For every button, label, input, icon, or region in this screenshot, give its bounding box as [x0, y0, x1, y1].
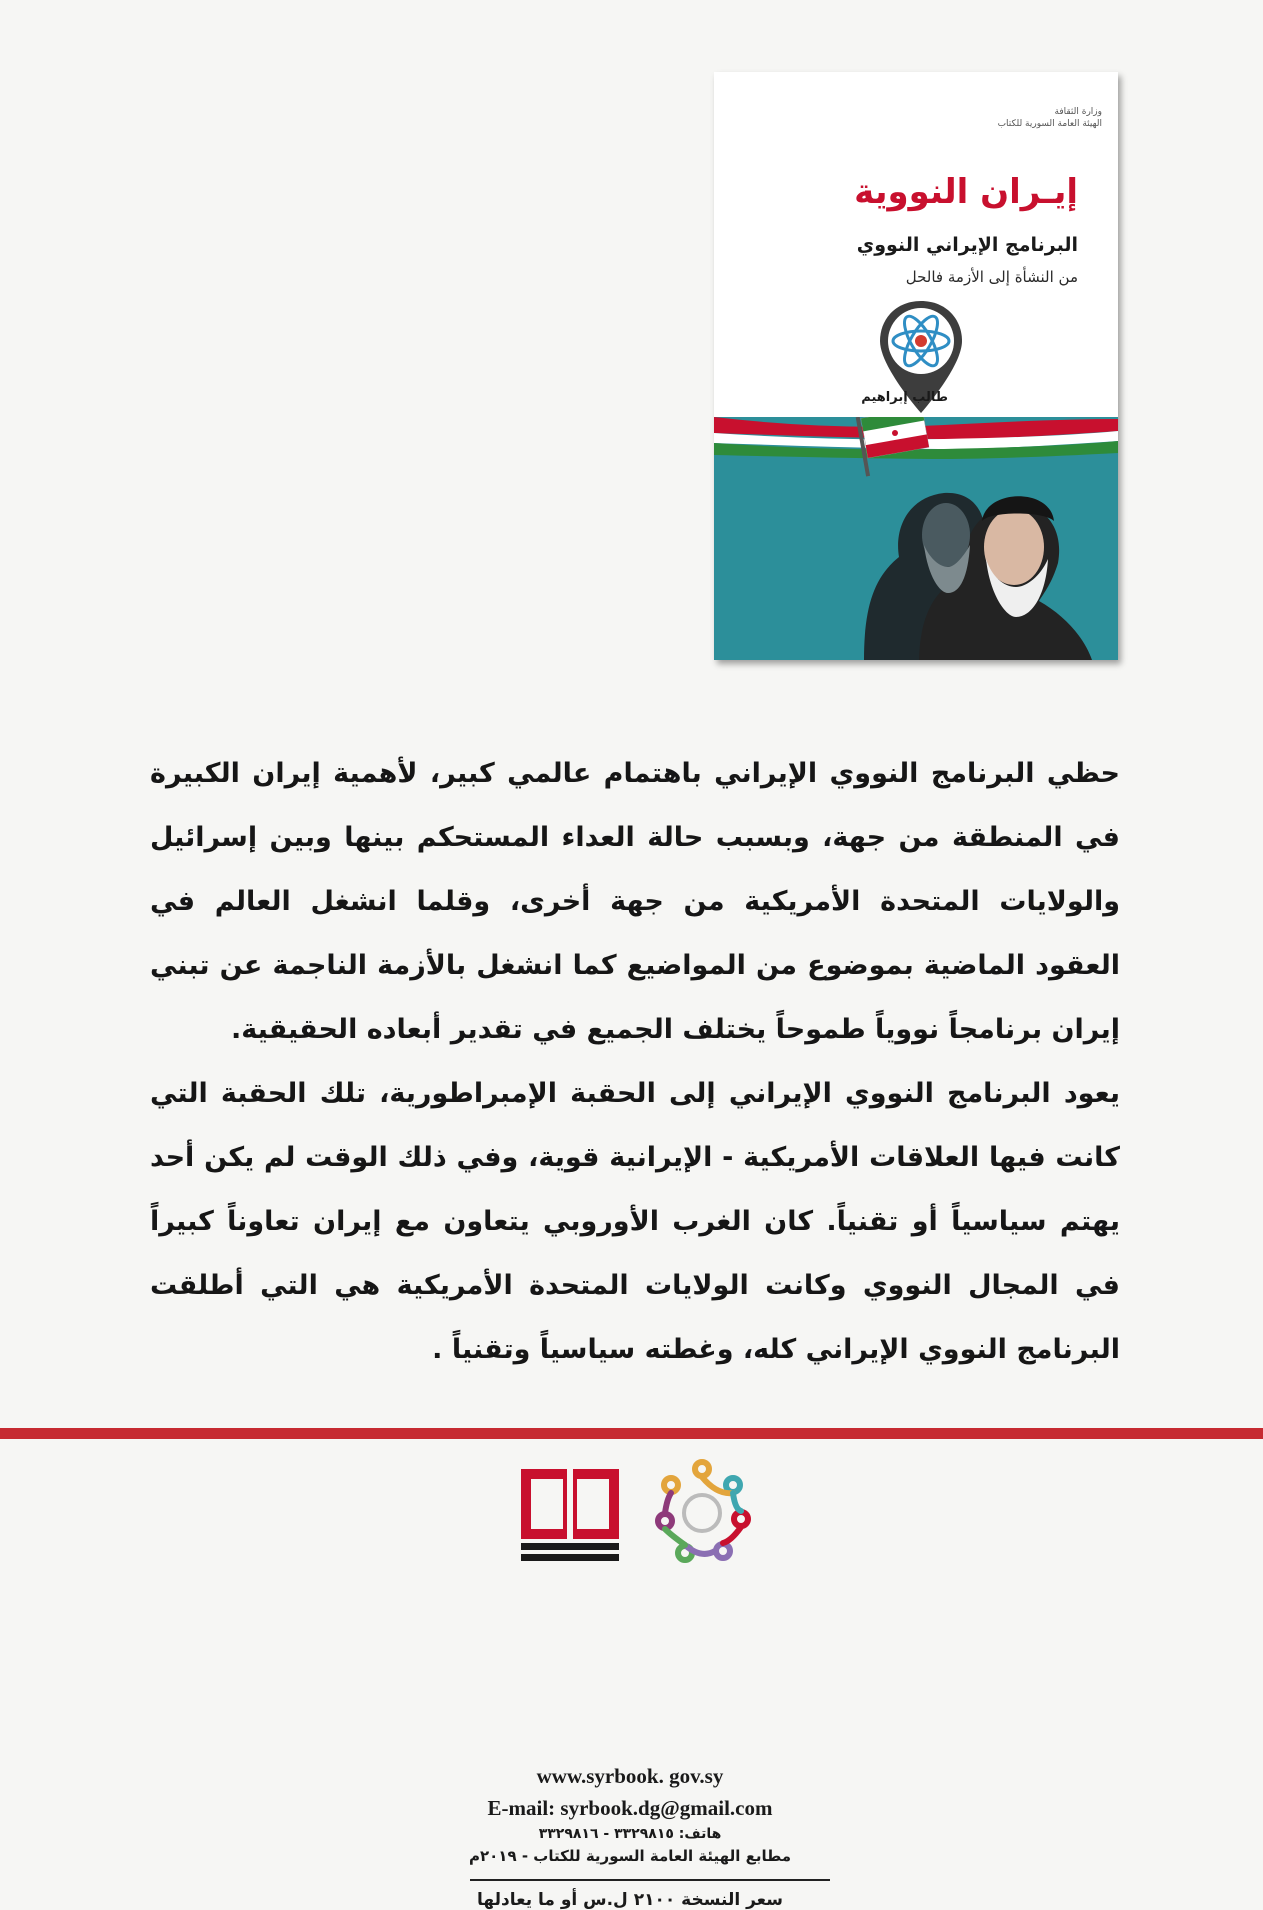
- cover-title: إيـران النووية: [854, 172, 1078, 212]
- phone-numbers: هاتف: ٣٣٢٩٨١٥ - ٣٣٢٩٨١٦: [538, 1826, 722, 1842]
- cover-tagline: من النشأة إلى الأزمة فالحل: [905, 268, 1078, 286]
- printer-credit: مطابع الهيئة العامة السورية للكتاب - ٢٠١٩م: [469, 1847, 791, 1865]
- blurb-paragraph-1: حظي البرنامج النووي الإيراني باهتمام عالمي كبير، لأهمية إيران الكبيرة في المنطقة من جهة، وبسبب حالة العداء المستحكم بينها وبين إسرائيل والولايات المتحدة الأمريكية من جهة أخرى، وقلما انشغل العالم في العقود الماضية بموضوع من المواضيع كما انشغل بالأزمة الناجمة عن تبني إيران برنامجاً نووياً طموحاً يختلف الجميع في تقدير أبعاده الحقيقية.: [150, 758, 1120, 1045]
- cover-author: طالب إبراهيم: [861, 390, 948, 405]
- back-cover-blurb: [150, 742, 1120, 1382]
- red-divider: [0, 1428, 1263, 1439]
- culture-circle-logo-icon: [645, 1455, 760, 1573]
- open-book-logo-icon: [515, 1463, 625, 1568]
- copy-price: سعر النسخة ٢١٠٠ ل.س أو ما يعادلها: [477, 1890, 783, 1910]
- cover-photo-illustration: [714, 417, 1118, 660]
- price-divider: [470, 1879, 830, 1881]
- blurb-paragraph-2: يعود البرنامج النووي الإيراني إلى الحقبة الإمبراطورية، تلك الحقبة التي كانت فيها العلاقات الأمريكية - الإيرانية قوية، وفي ذلك الوقت لم يكن أحد يهتم سياسياً أو تقنياً. كان الغرب الأوروبي يتعاون مع إيران تعاوناً كبيراً في المجال النووي وكانت الولايات المتحدة الأمريكية هي التي أطلقت البرنامج النووي الإيراني كله، وغطته سياسياً وتقنياً .: [150, 1078, 1120, 1365]
- email-address[interactable]: E-mail: syrbook.dg@gmail.com: [487, 1796, 773, 1820]
- book-cover-thumbnail: [714, 72, 1118, 660]
- website-url[interactable]: www.syrbook. gov.sy: [536, 1764, 724, 1788]
- cover-publisher: وزارة الثقافة الهيئة العامة السورية للكتاب: [997, 107, 1102, 129]
- cover-subtitle: البرنامج الإيراني النووي: [856, 234, 1078, 256]
